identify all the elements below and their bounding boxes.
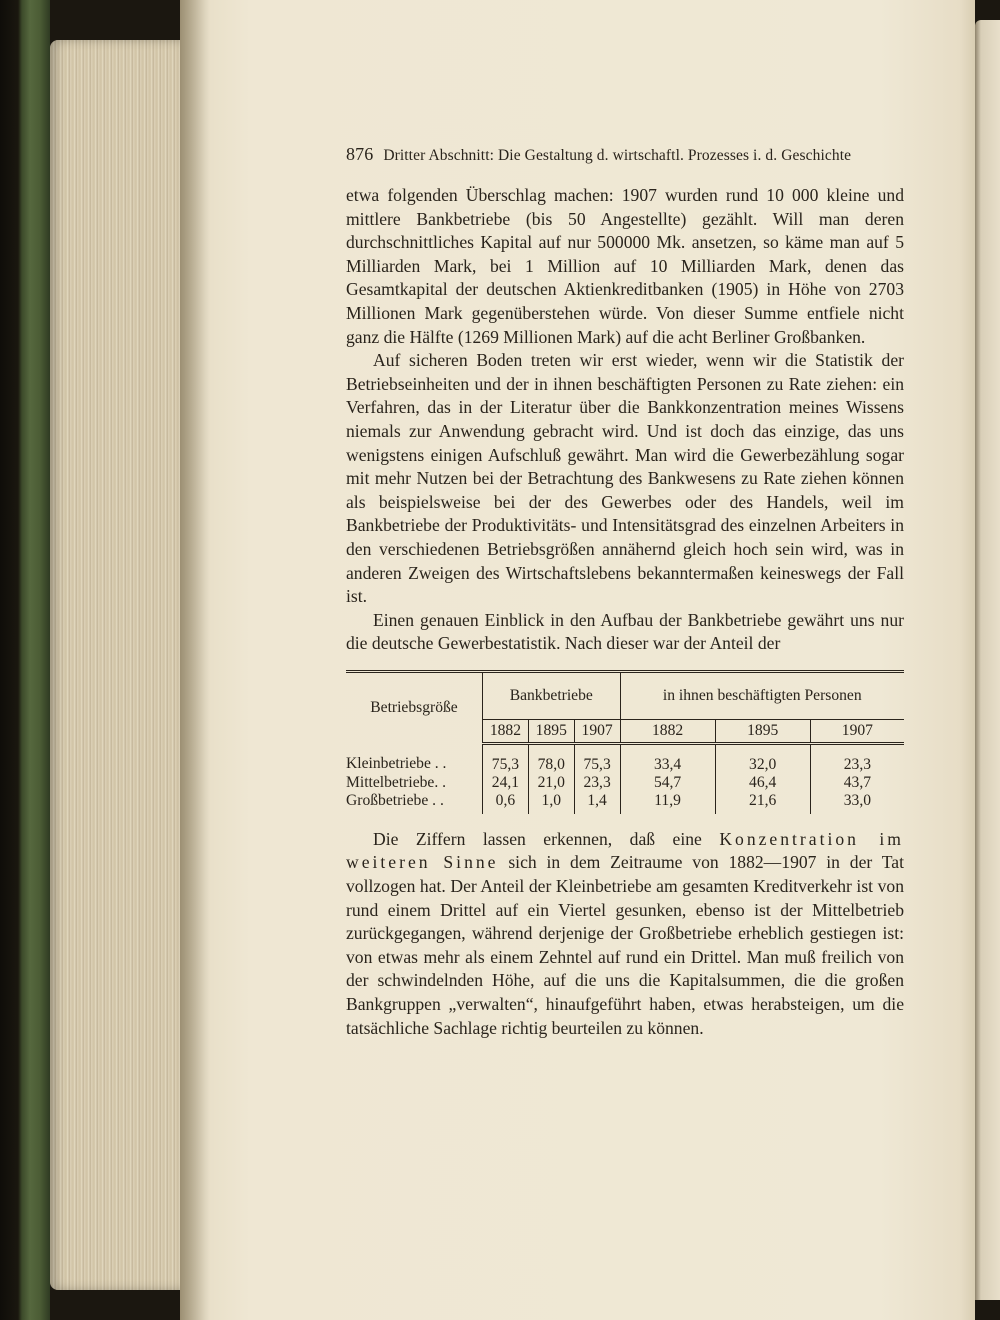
table-cell: 78,0 [528,743,574,774]
book-spine [0,0,50,1320]
row-label: Großbetriebe . . [346,792,483,814]
statistics-table-wrap [346,670,904,814]
emphasized-phrase: Konzentration im weiteren Sinne [346,828,904,873]
paragraph-4-rest: sich in dem Zeitraume von 1882—1907 in der Tat vollzogen hat. Der Anteil der Kleinbetriebe am gesamten Kreditverkehr ist von rund einem Drittel auf ein Viertel gesunken, ebenso ist der Mittelbetrieb zurückgegangen, während derjenige der Großbetriebe erheblich gestiegen ist: von etwas mehr als einem Zehntel auf rund ein Drittel. Man muß freilich von der schwindelnden Höhe, auf die uns die Kapitalsummen, die die großen Bankgruppen „verwalten“, hinaufgeführt haben, etwas herabsteigen, um die tatsächliche Sachlage richtig beurteilen zu können. [346,852,905,1038]
table-cell: 24,1 [491,773,520,791]
running-title: Dritter Abschnitt: Die Gestaltung d. wirtschaftl. Prozesses i. d. Geschichte [383,147,852,164]
row-label: Kleinbetriebe . . [346,743,483,774]
table-cell: 21,6 [715,792,810,814]
year-header: 1895 [528,719,574,743]
year-header: 1895 [715,719,810,743]
column-group-personen: in ihnen beschäftigten Personen [620,671,904,719]
year-header: 1907 [810,719,904,743]
table-cell: 33,4 [620,743,715,774]
table-cell: 54,7 [620,774,715,792]
table-cell: 1,0 [528,792,574,814]
table-cell: 21,0 [528,774,574,792]
year-header: 1907 [574,719,620,743]
paragraph-2: Auf sicheren Boden treten wir erst wieder, wenn wir die Statistik der Betriebseinheiten und der in ihnen beschäftigten Personen zu Rate ziehen: ein Verfahren, das in der Literatur über die Bankkonzentration meines Wissens niemals zur Anwendung gebracht wird. Und ist doch das einzige, das uns wenigstens einigen Aufschluß gewährt. Man wird die Gewerbezählung sogar mit mehr Nutzen bei der Betrachtung des Bankwesens zu Rate ziehen können als beispielsweise bei der des Gewerbes oder des Handels, weil im Bankbetriebe der Produktivitäts- und Intensitätsgrad des einzelnen Arbeiters in den verschiedenen Betriebsgrößen annähernd gleich hoch sein wird, was in anderen Zweigen des Wirtschaftslebens bekanntermaßen keineswegs der Fall ist. [346,350,904,607]
table-cell: 75,3 [491,755,520,773]
table-cell: 23,3 [810,743,904,774]
page-content [346,144,904,1040]
column-group-bankbetriebe: Bankbetriebe [509,686,593,704]
table-row [346,774,904,792]
table-cell: 32,0 [715,743,810,774]
table-cell: 46,4 [715,774,810,792]
table-cell: 43,7 [810,774,904,792]
table-row [346,743,904,774]
table-cell: 11,9 [620,792,715,814]
paragraph-3: Einen genauen Einblick in den Aufbau der Bankbetriebe gewährt uns nur die deutsche Gewerbestatistik. Nach dieser war der Anteil der [346,609,904,654]
year-header: 1882 [483,719,529,743]
table-cell: 33,0 [810,792,904,814]
table-cell: 1,4 [574,792,620,814]
page-edges [50,40,180,1290]
paragraph-4 [346,828,904,1040]
row-label: Mittelbetriebe. . [346,774,483,792]
column-header-betriebsgroesse: Betriebsgröße [346,671,483,743]
running-header [346,144,904,165]
table-row [346,792,904,814]
paragraph-1: etwa folgenden Überschlag machen: 1907 wurden rund 10 000 kleine und mittlere Bankbetriebe (bis 50 Angestellte) gezählt. Will man deren durchschnittliches Kapital auf nur 500000 Mk. ansetzen, so käme man auf 5 Milliarden Mark, bei 1 Million auf 10 Milliarden Mark, denen das Gesamtkapital der deutschen Aktienkreditbanken (1905) in Höhe von 2703 Millionen Mark gegenüberstehen würde. Von dieser Summe entfiele nicht ganz die Hälfte (1269 Millionen Mark) auf die acht Berliner Großbanken. [346,185,904,347]
table-cell: 23,3 [574,774,620,792]
table-cell: 75,3 [574,743,620,774]
paragraph-4-start: Die Ziffern lassen erkennen, daß eine [373,828,702,849]
page-number: 876 [346,144,374,164]
facing-page-edge [975,20,1000,1300]
statistics-table [346,670,904,814]
table-cell: 0,6 [495,791,516,809]
year-header: 1882 [620,719,715,743]
gutter-shadow [180,0,210,1320]
